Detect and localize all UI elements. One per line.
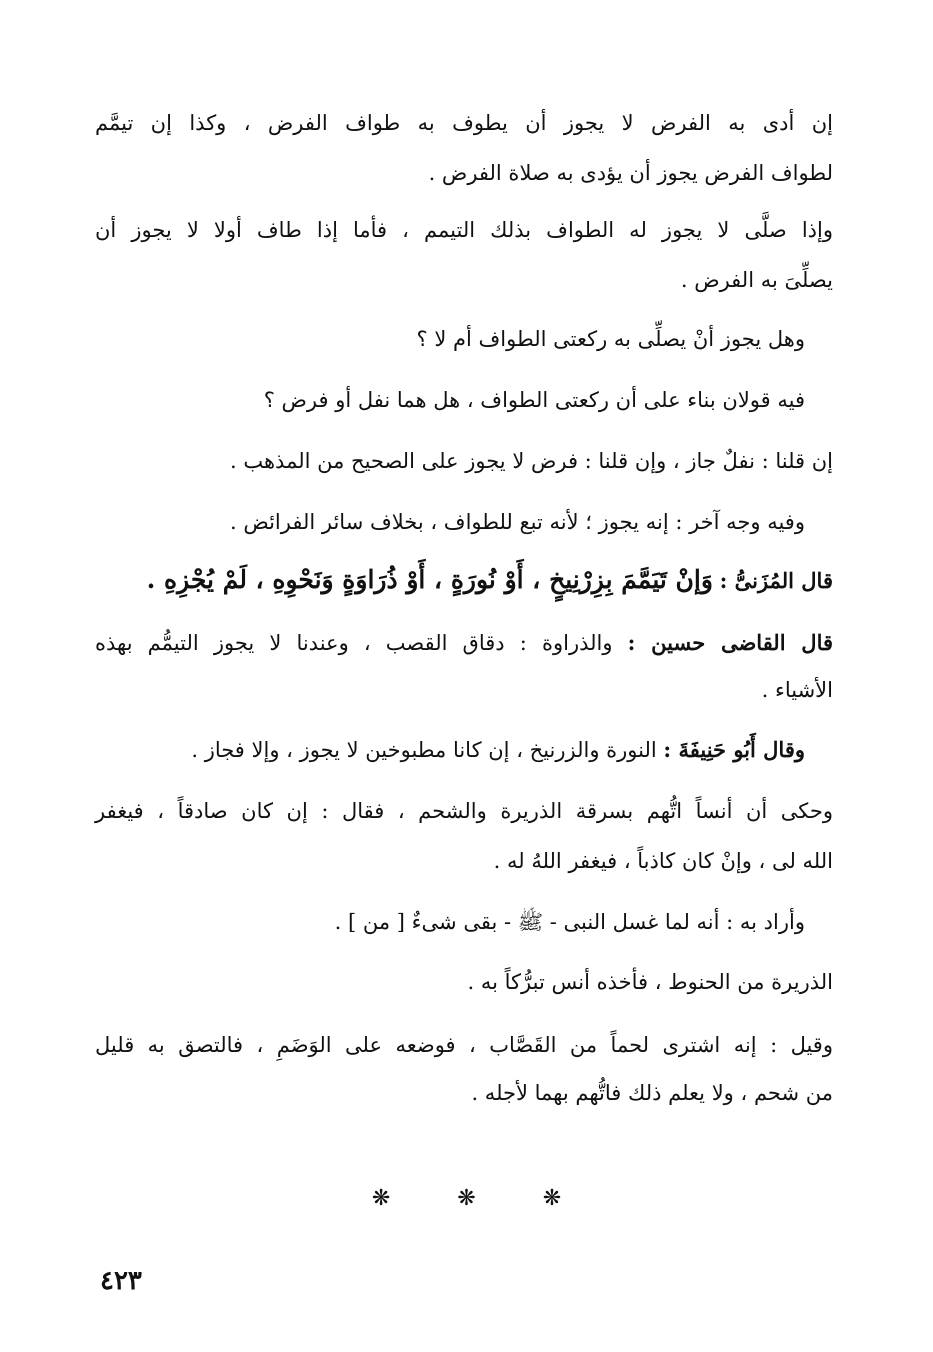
text-line: يصلِّىَ به الفرض .: [680, 268, 833, 292]
text-line: لطواف الفرض يجوز أن يؤدى به صلاة الفرض .: [428, 161, 833, 185]
section-separator: [0, 1186, 933, 1211]
text-line: وهل يجوز أنْ يصلِّى به ركعتى الطواف أم لا ؟: [416, 327, 805, 351]
text-line: إن قلنا : نفلٌ جاز ، وإن قلنا : فرض لا يجوز على الصحيح من المذهب .: [230, 449, 833, 473]
text-line: وحكى أن أنساً اتُّهم بسرقة الذريرة والشحم ، فقال : إن كان صادقاً ، فيغفر: [95, 799, 833, 823]
speaker-label: قال المُزَنىُّ :: [719, 568, 833, 593]
quoted-text: وَإنْ تَيَمَّمَ بِزِرْنِيخٍ ، أَوْ نُورَةٍ ، أَوْ ذُرَاوَةٍ وَنَحْوِهِ ، لَمْ يُجْزِهِ .: [146, 565, 713, 594]
text-line: من شحم ، ولا يعلم ذلك فاتُّهم بهما لأجله .: [471, 1081, 833, 1105]
page-number: ٤٢٣: [100, 1266, 142, 1296]
text-line: [191, 735, 805, 765]
asterism-icon: ❋: [371, 1186, 391, 1211]
speaker-label: وقال أَبُو حَنِيفَةَ :: [663, 737, 805, 762]
text-segment: والذراوة : دقاق القصب ، وعندنا لا يجوز التيمُّم بهذه: [95, 631, 613, 655]
text-line: فيه قولان بناء على أن ركعتى الطواف ، هل هما نفل أو فرض ؟: [263, 388, 805, 412]
text-line: وإذا صلَّى لا يجوز له الطواف بذلك التيمم ، فأما إذا طاف أولا لا يجوز أن: [95, 218, 833, 242]
quote-line: [147, 565, 833, 596]
text-line: وفيه وجه آخر : إنه يجوز ؛ لأنه تبع للطواف ، بخلاف سائر الفرائض .: [230, 510, 805, 534]
text-line: وقيل : إنه اشترى لحماً من القَصَّاب ، فوضعه على الوَضَمِ ، فالتصق به قليل: [95, 1033, 833, 1057]
text-line: [95, 628, 833, 658]
text-segment: النورة والزرنيخ ، إن كانا مطبوخين لا يجوز ، وإلا فجاز .: [191, 738, 657, 762]
asterism-icon: ❋: [542, 1186, 562, 1211]
text-line: الله لى ، وإنْ كان كاذباً ، فيغفر اللهُ له .: [493, 849, 833, 873]
text-line: الأشياء .: [761, 678, 833, 702]
asterism-icon: ❋: [457, 1186, 476, 1211]
text-line: الذريرة من الحنوط ، فأخذه أنس تبرُّكاً به .: [467, 970, 833, 994]
text-line: إن أدى به الفرض لا يجوز أن يطوف به طواف الفرض ، وكذا إن تيمَّم: [95, 111, 833, 135]
speaker-label: قال القاضى حسين :: [627, 630, 834, 655]
text-line: وأراد به : أنه لما غسل النبى - ﷺ - بقى شىءٌ [ من ] .: [334, 910, 805, 934]
